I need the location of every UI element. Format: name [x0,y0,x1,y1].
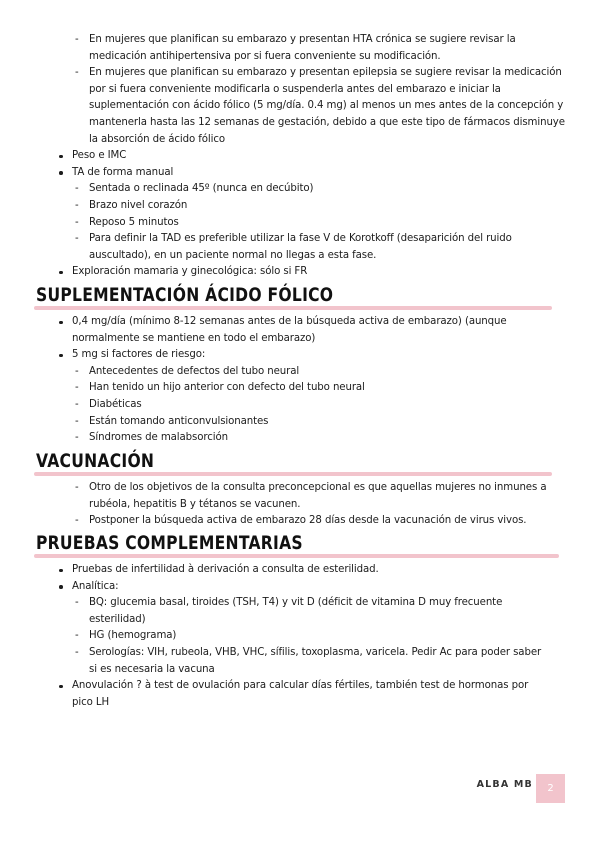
list-item: 0,4 mg/día (mínimo 8-12 semanas antes de la búsqueda activa de embarazo) (aunque normalmente se mantiene en todo el embarazo) [0,314,600,347]
list-item: - Otro de los objetivos de la consulta preconcepcional es que aquellas mujeres no inmunes a rubéola, hepatitis B y tétanos se vacunen. [0,480,600,513]
list-item: - BQ: glucemia basal, tiroides (TSH, T4) y vit D (déficit de vitamina D muy frecuente esterilidad) [0,595,600,628]
vaccination-list [0,480,600,530]
heading-underline [34,554,559,558]
list-item: - HG (hemograma) [0,628,600,645]
footer-author: ALBA MB [476,779,533,790]
list-item: - Diabéticas [0,397,600,414]
list-item: - Sentada o reclinada 45º (nunca en decúbito) [0,181,600,198]
list-item: - Han tenido un hijo anterior con defecto del tubo neural [0,380,600,397]
list-item: Analítica: [0,579,600,596]
folic-list [0,314,600,447]
list-item: 5 mg si factores de riesgo: [0,347,600,364]
list-item: Peso e IMC [0,148,600,165]
list-item: - Postponer la búsqueda activa de embarazo 28 días desde la vacunación de virus vivos. [0,513,600,530]
tests-list [0,562,600,711]
tests-heading-wrap [0,532,600,562]
heading-underline [34,306,552,310]
heading-underline [34,472,552,476]
list-item: - Para definir la TAD es preferible utilizar la fase V de Korotkoff (desaparición del ruido auscultado), en un paciente normal no llegas a esta fase. [0,231,600,264]
folic-heading-wrap [0,284,600,314]
list-item: - En mujeres que planifican su embarazo y presentan HTA crónica se sugiere revisar la medicación antihipertensiva por si fuera conveniente su modificación. [0,32,600,65]
section-heading: PRUEBAS COMPLEMENTARIAS [36,532,303,554]
list-item: Exploración mamaria y ginecológica: sólo si FR [0,264,600,281]
list-item: Anovulación ? à test de ovulación para calcular días fértiles, también test de hormonas por pico LH [0,678,600,711]
list-item: - Brazo nivel corazón [0,198,600,215]
list-item: - Reposo 5 minutos [0,215,600,232]
folic-section [0,284,600,447]
vaccination-heading-wrap [0,450,600,480]
list-item: - Antecedentes de defectos del tubo neural [0,364,600,381]
list-item: - Síndromes de malabsorción [0,430,600,447]
vaccination-section [0,450,600,530]
list-item: Pruebas de infertilidad à derivación a consulta de esterilidad. [0,562,600,579]
intro-block [0,32,600,281]
list-item: TA de forma manual [0,165,600,182]
intro-list [0,32,600,281]
page-number-badge: 2 [536,774,565,803]
list-item: - Están tomando anticonvulsionantes [0,414,600,431]
tests-section [0,532,600,711]
list-item: - Serologías: VIH, rubeola, VHB, VHC, sífilis, toxoplasma, varicela. Pedir Ac para poder saber si es necesaria la vacuna [0,645,600,678]
section-heading: VACUNACIÓN [36,450,155,472]
section-heading: SUPLEMENTACIÓN ÁCIDO FÓLICO [36,284,334,306]
list-item: - En mujeres que planifican su embarazo y presentan epilepsia se sugiere revisar la medicación por si fuera conveniente modificarla o suspenderla antes del embarazo e iniciar la suplementación con ácido fólico (5 mg/día. 0.4 mg) al menos un mes antes de la concepción y mantenerla hasta las 12 semanas de gestación, debido a que este tipo de fármacos disminuye la absorción de ácido fólico [0,65,600,148]
